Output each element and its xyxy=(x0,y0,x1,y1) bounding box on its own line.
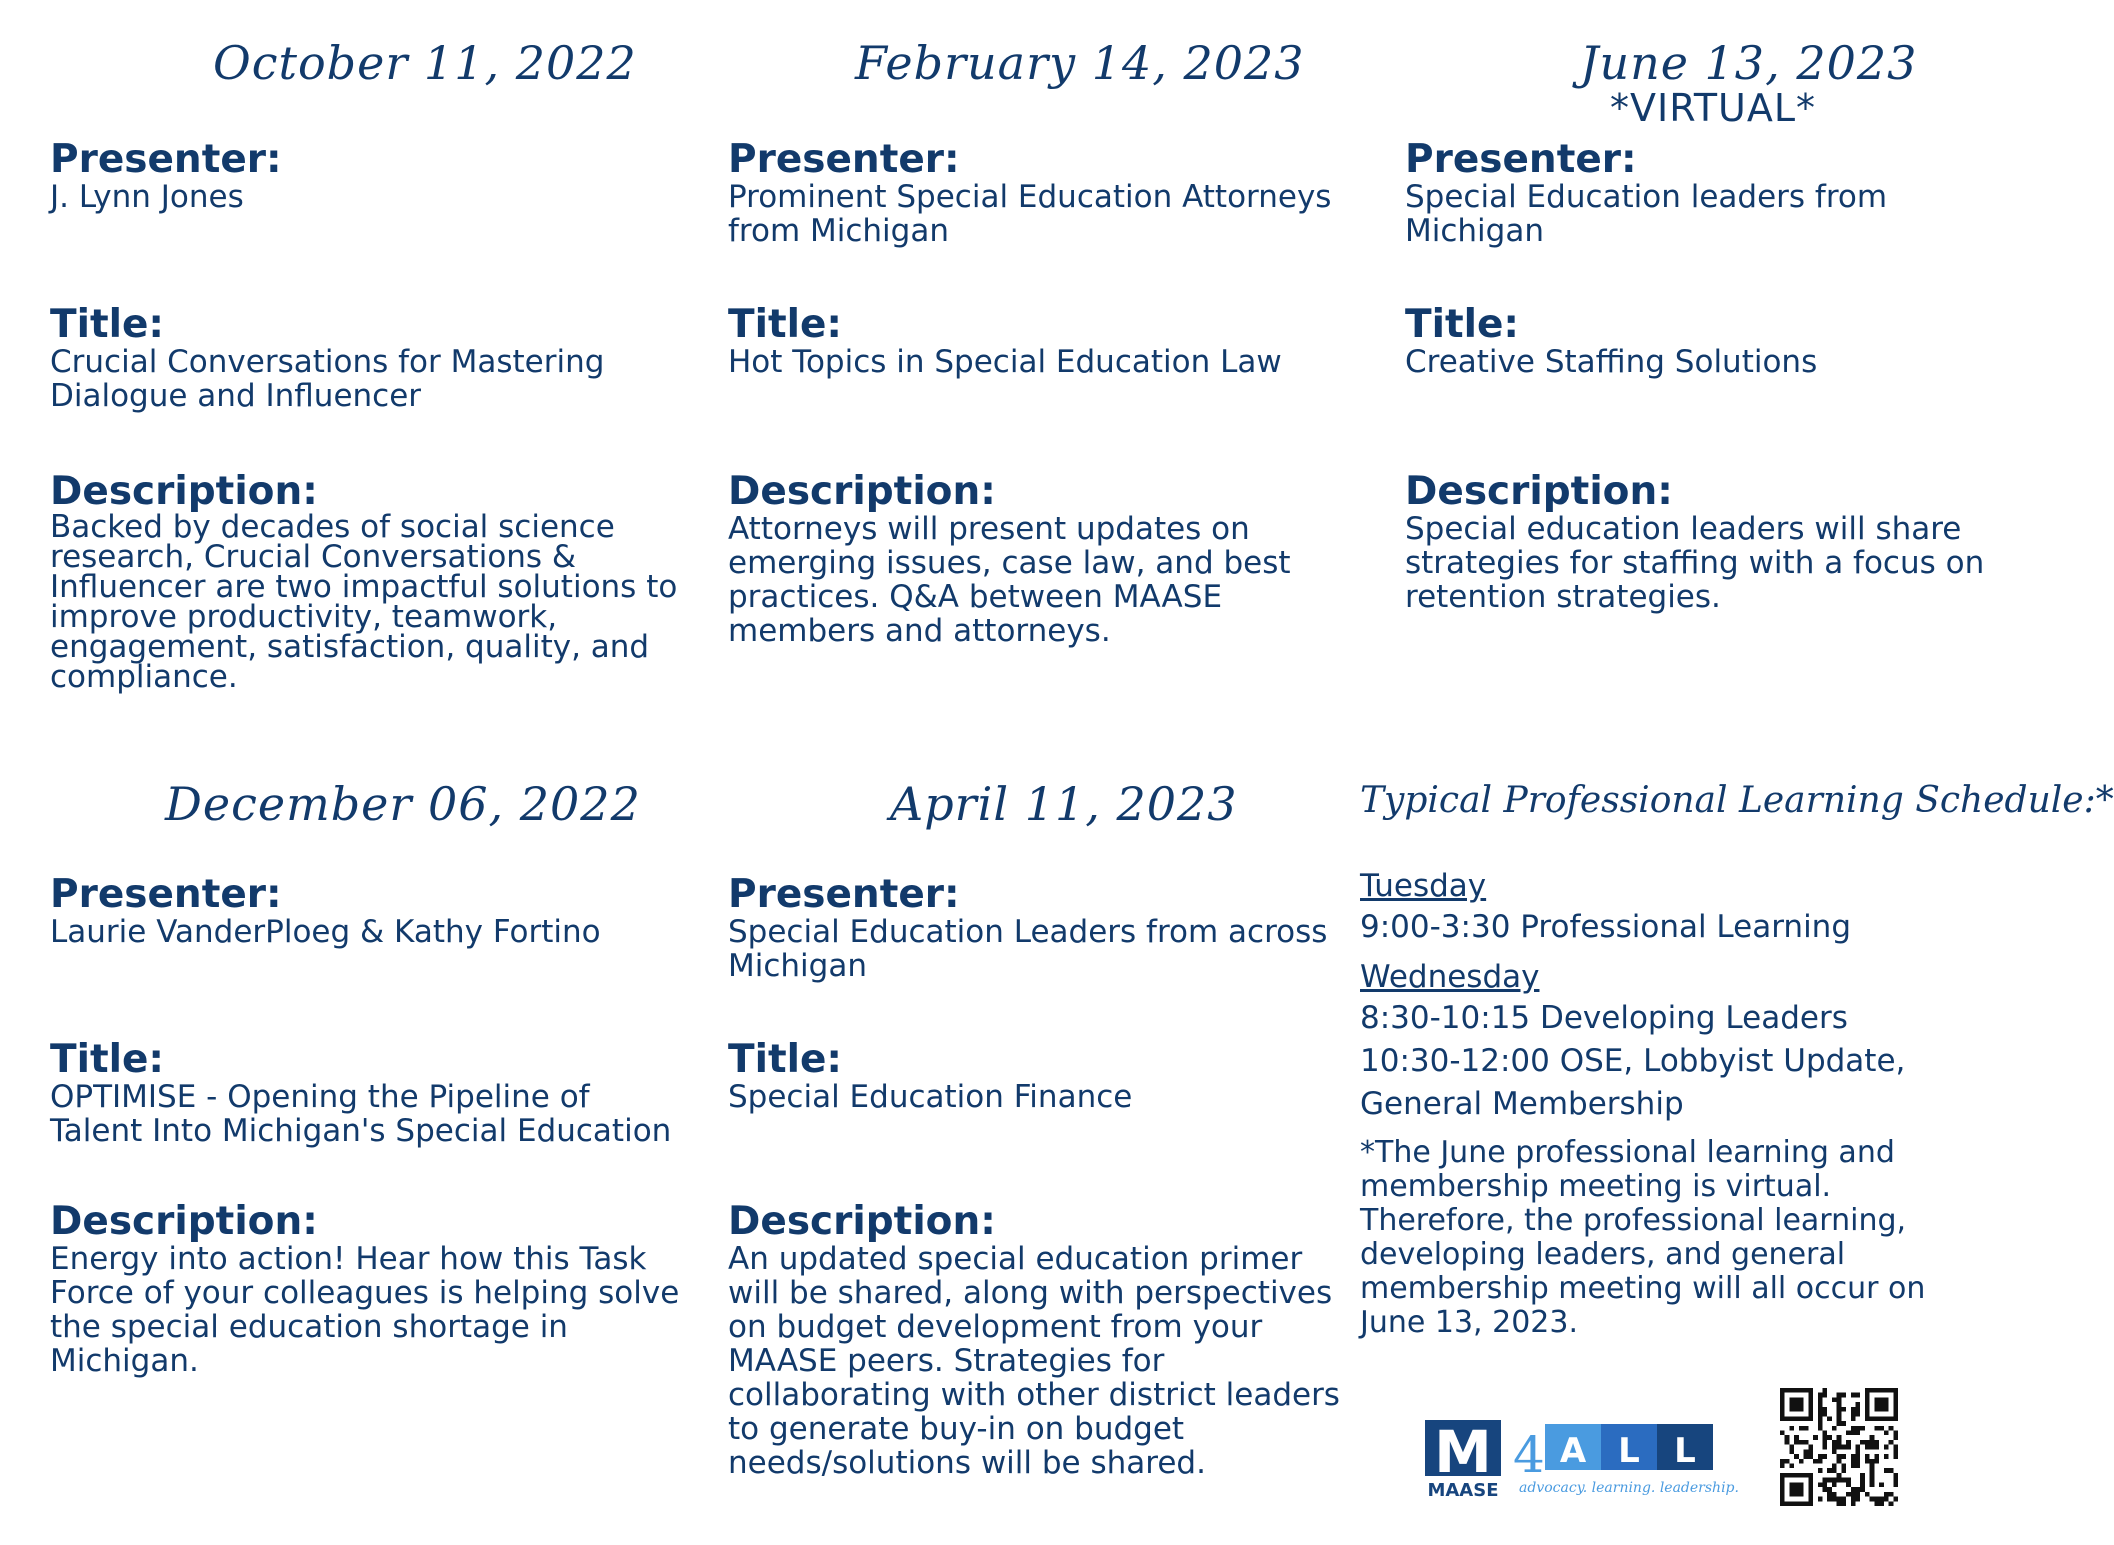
description-label: Description: xyxy=(1405,469,1673,514)
session-description: An updated special education primer will be shared, along with perspectives on budget development from your MAASE peers. Strategies for collaborating with other district leaders to generate buy-in on budget needs/solutions will be shared. xyxy=(728,1241,1340,1481)
session-3-date: June 13, 2023 xyxy=(1580,36,1918,90)
session-3-card xyxy=(1405,137,1985,249)
presenter-label: Presenter: xyxy=(1405,137,1637,182)
presenter-name: Prominent Special Education Attorneys from Michigan xyxy=(728,179,1332,249)
session-2-date: February 14, 2023 xyxy=(855,36,1305,90)
description-label: Description: xyxy=(50,1199,318,1244)
presenter-label: Presenter: xyxy=(50,872,282,917)
session-1-card xyxy=(50,137,680,215)
title-label: Title: xyxy=(50,1037,165,1082)
presenter-label: Presenter: xyxy=(728,872,960,917)
maase-logo xyxy=(1425,1418,1739,1501)
session-title: Special Education Finance xyxy=(728,1079,1133,1115)
session-1-title-block xyxy=(50,302,680,414)
title-label: Title: xyxy=(728,1037,843,1082)
session-title: Hot Topics in Special Education Law xyxy=(728,344,1282,380)
presenter-name: Special Education leaders from Michigan xyxy=(1405,179,1888,249)
schedule-item: 8:30-10:15 Developing Leaders xyxy=(1360,1000,1848,1036)
logo-tagline: advocacy. learning. leadership. xyxy=(1519,1480,1739,1496)
session-title: Creative Staffing Solutions xyxy=(1405,344,1818,380)
session-4-description-block xyxy=(50,1199,680,1379)
session-description: Attorneys will present updates on emerging issues, case law, and best practices. Q&A between MAASE members and attorneys. xyxy=(728,511,1291,649)
schedule-item: 10:30-12:00 OSE, Lobbyist Update, General Membership xyxy=(1360,1043,1906,1122)
presenter-name: J. Lynn Jones xyxy=(50,179,244,215)
logo-m-letter: M xyxy=(1434,1418,1492,1486)
description-label: Description: xyxy=(728,469,996,514)
description-label: Description: xyxy=(50,469,318,514)
session-1-date: October 11, 2022 xyxy=(213,36,637,90)
title-label: Title: xyxy=(728,302,843,347)
session-4-title-block xyxy=(50,1037,680,1149)
session-3-title-block xyxy=(1405,302,1985,380)
session-1-description-block xyxy=(50,469,680,695)
presenter-name: Laurie VanderPloeg & Kathy Fortino xyxy=(50,914,601,950)
logo-letter-l1: L xyxy=(1618,1431,1640,1471)
schedule-block xyxy=(1360,866,1970,1340)
title-label: Title: xyxy=(50,302,165,347)
schedule-item: 9:00-3:30 Professional Learning xyxy=(1360,909,1852,945)
session-5-card xyxy=(728,872,1368,984)
schedule-heading: Typical Professional Learning Schedule:* xyxy=(1360,780,2114,821)
schedule-footnote: *The June professional learning and membership meeting is virtual. Therefore, the professional learning, developing leaders, and general membership meeting will all occur on June 13, 2023. xyxy=(1360,1135,1926,1340)
presenter-name: Special Education Leaders from across Michigan xyxy=(728,914,1328,984)
presenter-label: Presenter: xyxy=(728,137,960,182)
session-description: Special education leaders will share strategies for staffing with a focus on retention strategies. xyxy=(1405,511,1985,615)
qr-code xyxy=(1780,1388,1898,1506)
schedule-day-wednesday: Wednesday xyxy=(1360,959,1540,995)
session-title: OPTIMISE - Opening the Pipeline of Talent Into Michigan's Special Education xyxy=(50,1079,672,1149)
session-5-description-block xyxy=(728,1199,1348,1481)
session-4-date: December 06, 2022 xyxy=(165,777,641,831)
session-4-card xyxy=(50,872,690,950)
presenter-label: Presenter: xyxy=(50,137,282,182)
virtual-note: *VIRTUAL* xyxy=(1610,86,1817,130)
session-description: Backed by decades of social science research, Crucial Conversations & Influencer are two impactful solutions to improve productivity, teamwork, engagement, satisfaction, quality, and compliance. xyxy=(50,509,678,695)
session-5-title-block xyxy=(728,1037,1368,1115)
logo-org-name: MAASE xyxy=(1427,1480,1499,1501)
logo-letter-l2: L xyxy=(1674,1431,1696,1471)
session-5-date: April 11, 2023 xyxy=(890,777,1238,831)
session-title: Crucial Conversations for Mastering Dialogue and Influencer xyxy=(50,344,605,414)
schedule-day-tuesday: Tuesday xyxy=(1360,868,1487,904)
session-description: Energy into action! Hear how this Task Force of your colleagues is helping solve the special education shortage in Michigan. xyxy=(50,1241,680,1379)
description-label: Description: xyxy=(728,1199,996,1244)
title-label: Title: xyxy=(1405,302,1520,347)
logo-letter-a: A xyxy=(1559,1431,1587,1471)
session-2-description-block xyxy=(728,469,1328,649)
logo-four: 4 xyxy=(1513,1426,1545,1484)
session-2-title-block xyxy=(728,302,1368,380)
session-3-description-block xyxy=(1405,469,1985,615)
session-2-card xyxy=(728,137,1368,249)
